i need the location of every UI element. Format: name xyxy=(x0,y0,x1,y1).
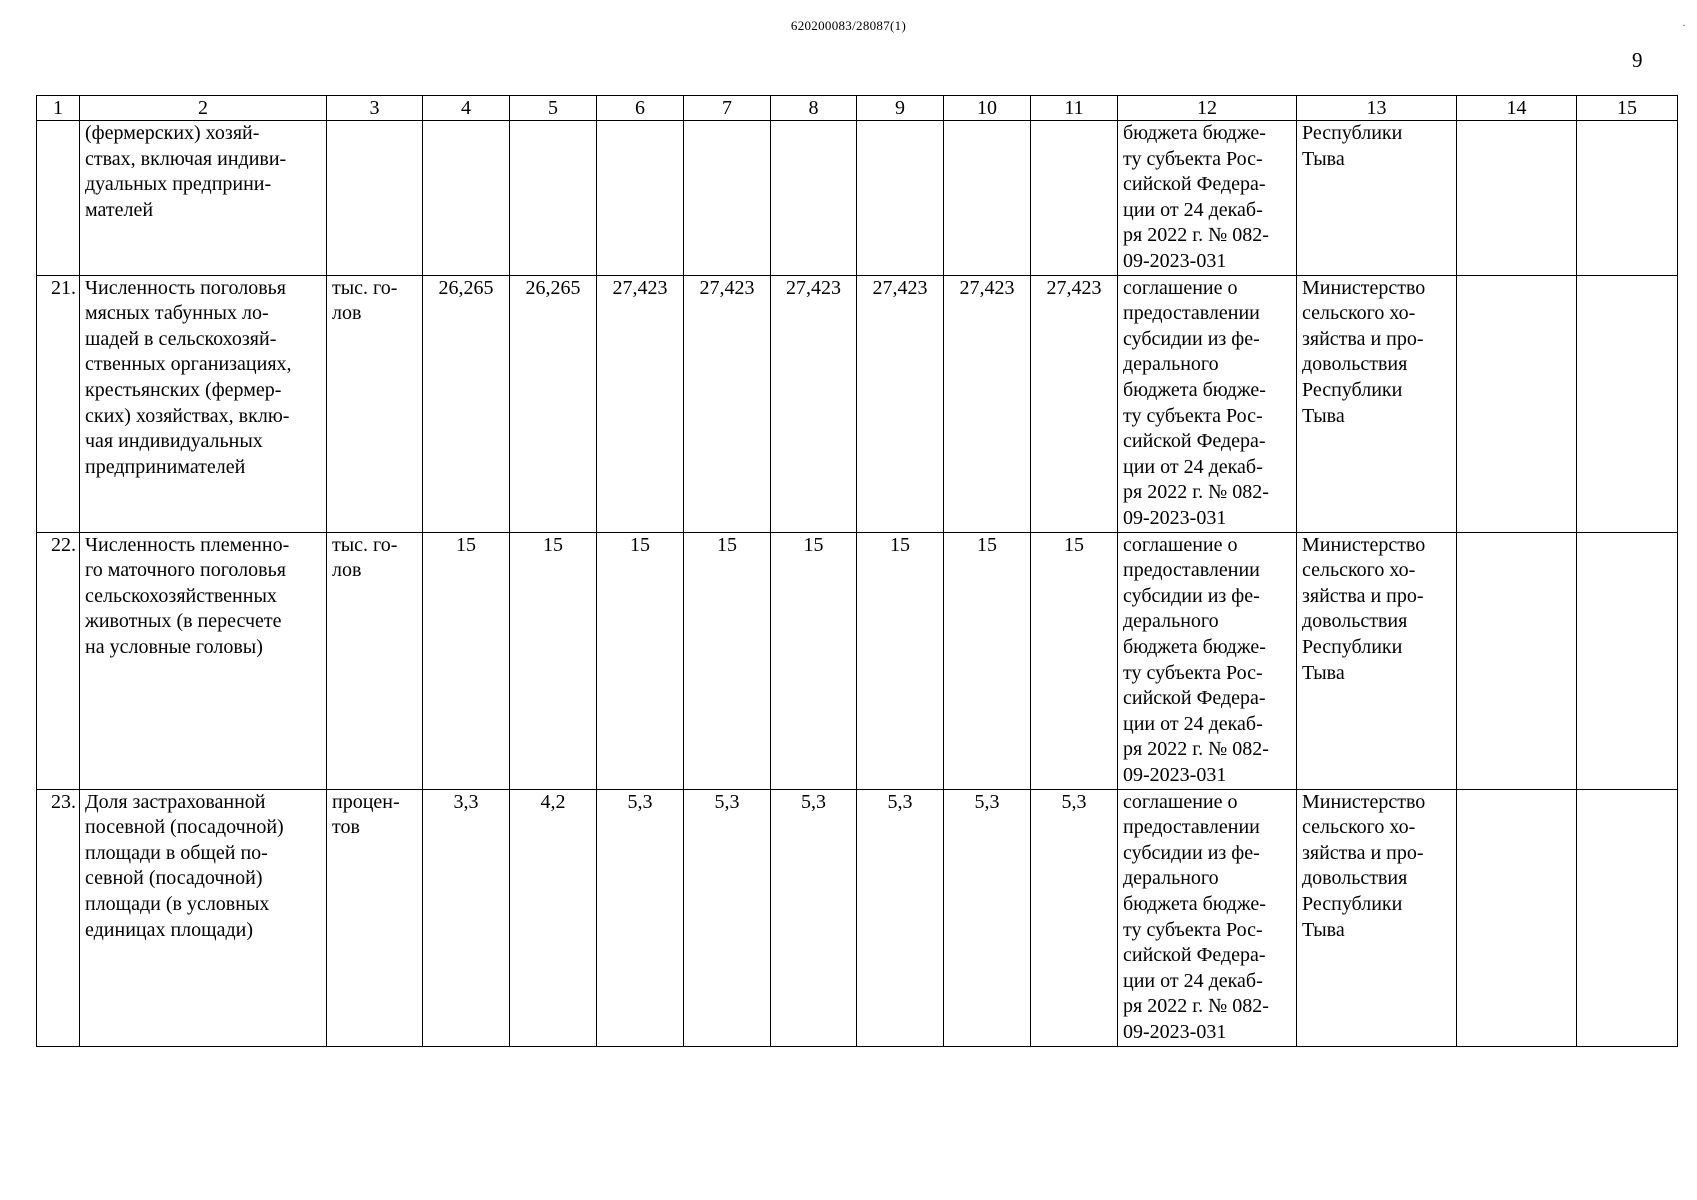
value-cell: 27,423 xyxy=(684,275,771,532)
value-cell: 3,3 xyxy=(423,789,510,1046)
indicator-name: Доля застрахованной посевной (посадочной) площади в общей по- севной (посадочной) площади (в условных единицах площади) xyxy=(80,789,327,1046)
column-header: 4 xyxy=(423,96,510,121)
column-header: 13 xyxy=(1297,96,1457,121)
value-cell: 27,423 xyxy=(771,275,857,532)
value-cell: 5,3 xyxy=(857,789,944,1046)
column-header: 8 xyxy=(771,96,857,121)
value-cell: 26,265 xyxy=(510,275,597,532)
column-header: 1 xyxy=(37,96,80,121)
table-row xyxy=(37,121,1678,276)
unit-cell xyxy=(327,121,423,276)
value-cell xyxy=(944,121,1031,276)
basis-cell: соглашение о предоставлении субсидии из фе- дерального бюджета бюдже- ту субъекта Рос- сийской Федера- ции от 24 декаб- ря 2022 г. № 082- 09-2023-031 xyxy=(1118,275,1297,532)
column-header: 11 xyxy=(1031,96,1118,121)
column-header: 7 xyxy=(684,96,771,121)
column-header: 5 xyxy=(510,96,597,121)
table-body xyxy=(37,96,1678,1047)
column-15-cell xyxy=(1577,121,1678,276)
unit-cell: тыс. го- лов xyxy=(327,275,423,532)
column-15-cell xyxy=(1577,789,1678,1046)
table-row xyxy=(37,275,1678,532)
corner-mark: · xyxy=(1682,18,1686,32)
indicator-name: Численность поголовья мясных табунных ло- шадей в сельскохозяй- ственных организациях, крестьянских (фермер- ских) хозяйствах, вклю- чая индивидуальных предпринимателей xyxy=(80,275,327,532)
value-cell: 15 xyxy=(684,532,771,789)
column-header: 14 xyxy=(1457,96,1577,121)
value-cell: 27,423 xyxy=(944,275,1031,532)
value-cell: 5,3 xyxy=(597,789,684,1046)
column-14-cell xyxy=(1457,532,1577,789)
value-cell: 27,423 xyxy=(597,275,684,532)
value-cell xyxy=(684,121,771,276)
row-number xyxy=(37,121,80,276)
value-cell: 27,423 xyxy=(857,275,944,532)
value-cell: 15 xyxy=(857,532,944,789)
column-header-row xyxy=(37,96,1678,121)
responsible-cell: Министерство сельского хо- зяйства и про- довольствия Республики Тыва xyxy=(1297,532,1457,789)
unit-cell: процен- тов xyxy=(327,789,423,1046)
value-cell: 15 xyxy=(1031,532,1118,789)
responsible-cell: Республики Тыва xyxy=(1297,121,1457,276)
column-header: 12 xyxy=(1118,96,1297,121)
indicator-name: Численность племенно- го маточного поголовья сельскохозяйственных животных (в пересчете на условные головы) xyxy=(80,532,327,789)
value-cell: 15 xyxy=(771,532,857,789)
column-14-cell xyxy=(1457,789,1577,1046)
indicator-name: (фермерских) хозяй- ствах, включая индиви- дуальных предприни- мателей xyxy=(80,121,327,276)
value-cell: 15 xyxy=(944,532,1031,789)
indicators-table xyxy=(36,95,1678,1047)
basis-cell: бюджета бюдже- ту субъекта Рос- сийской Федера- ции от 24 декаб- ря 2022 г. № 082- 09-2023-031 xyxy=(1118,121,1297,276)
column-header: 10 xyxy=(944,96,1031,121)
column-header: 2 xyxy=(80,96,327,121)
document-id: 620200083/28087(1) xyxy=(790,18,907,33)
unit-cell: тыс. го- лов xyxy=(327,532,423,789)
column-14-cell xyxy=(1457,121,1577,276)
column-header: 6 xyxy=(597,96,684,121)
row-number: 21. xyxy=(37,275,80,532)
value-cell xyxy=(597,121,684,276)
column-header: 15 xyxy=(1577,96,1678,121)
value-cell xyxy=(771,121,857,276)
value-cell: 15 xyxy=(597,532,684,789)
value-cell: 5,3 xyxy=(1031,789,1118,1046)
value-cell: 5,3 xyxy=(771,789,857,1046)
table-row xyxy=(37,789,1678,1046)
column-14-cell xyxy=(1457,275,1577,532)
page-number: 9 xyxy=(1632,48,1643,72)
value-cell: 5,3 xyxy=(684,789,771,1046)
row-number: 22. xyxy=(37,532,80,789)
value-cell xyxy=(510,121,597,276)
column-header: 9 xyxy=(857,96,944,121)
column-header: 3 xyxy=(327,96,423,121)
responsible-cell: Министерство сельского хо- зяйства и про- довольствия Республики Тыва xyxy=(1297,275,1457,532)
value-cell xyxy=(423,121,510,276)
value-cell: 5,3 xyxy=(944,789,1031,1046)
value-cell xyxy=(1031,121,1118,276)
value-cell: 27,423 xyxy=(1031,275,1118,532)
value-cell: 26,265 xyxy=(423,275,510,532)
row-number: 23. xyxy=(37,789,80,1046)
table-row xyxy=(37,532,1678,789)
responsible-cell: Министерство сельского хо- зяйства и про- довольствия Республики Тыва xyxy=(1297,789,1457,1046)
value-cell: 4,2 xyxy=(510,789,597,1046)
value-cell xyxy=(857,121,944,276)
value-cell: 15 xyxy=(423,532,510,789)
column-15-cell xyxy=(1577,532,1678,789)
basis-cell: соглашение о предоставлении субсидии из фе- дерального бюджета бюдже- ту субъекта Рос- сийской Федера- ции от 24 декаб- ря 2022 г. № 082- 09-2023-031 xyxy=(1118,789,1297,1046)
value-cell: 15 xyxy=(510,532,597,789)
column-15-cell xyxy=(1577,275,1678,532)
basis-cell: соглашение о предоставлении субсидии из фе- дерального бюджета бюдже- ту субъекта Рос- сийской Федера- ции от 24 декаб- ря 2022 г. № 082- 09-2023-031 xyxy=(1118,532,1297,789)
